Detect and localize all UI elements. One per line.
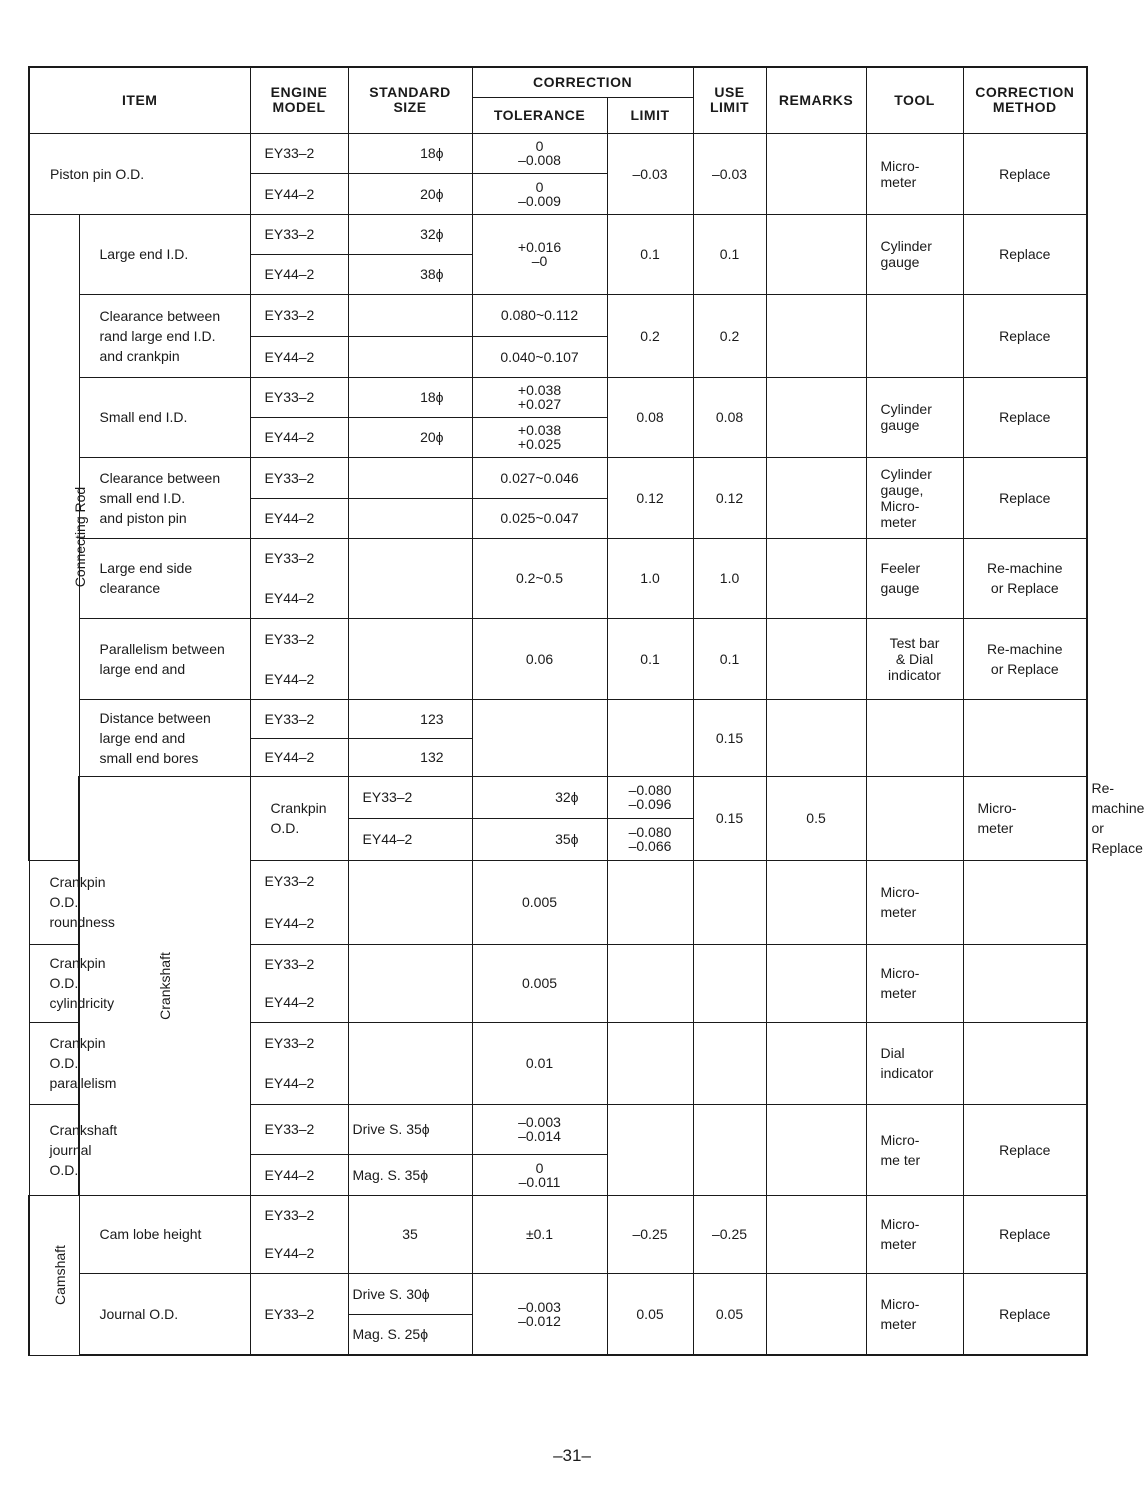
use-limit: 1.0 <box>693 538 766 618</box>
correction-method: Replace <box>963 133 1087 214</box>
correction-method: Replace <box>963 377 1087 457</box>
limit: 1.0 <box>607 538 693 618</box>
item-crankpin-cylindricity: Crankpin O.D. cylindricity <box>29 944 79 1022</box>
standard-size: Mag. S. 35ϕ <box>348 1154 472 1195</box>
standard-size <box>348 618 472 699</box>
item-clearance-large-end: Clearance between rand large end I.D. and crankpin <box>79 294 250 377</box>
engine-model-ey44: EY44–2 <box>348 818 472 860</box>
limit: –0.25 <box>607 1195 693 1273</box>
item-crankpin-parallelism: Crankpin O.D. parallelism <box>29 1022 79 1104</box>
tool: Micro- meter <box>866 1273 963 1355</box>
tolerance: 0.01 <box>472 1022 607 1104</box>
use-limit: –0.25 <box>693 1195 766 1273</box>
standard-size <box>348 294 472 336</box>
remarks <box>766 618 866 699</box>
engine-model-ey44: EY44–2 <box>250 254 348 294</box>
remarks <box>766 377 866 457</box>
limit: 0.2 <box>607 294 693 377</box>
engine-model-ey33: EY33–2 <box>250 538 348 578</box>
standard-size: Drive S. 30ϕ <box>348 1273 472 1314</box>
group-connecting-rod-label: Connecting Rod <box>72 486 89 588</box>
use-limit <box>693 1022 766 1104</box>
limit: 0.05 <box>607 1273 693 1355</box>
engine-model-ey44: EY44–2 <box>250 578 348 618</box>
limit <box>607 1022 693 1104</box>
specification-table: ITEM ENGINE MODEL STANDARD SIZE CORRECTION USE LIMIT REMARKS TOOL CORRECTION METHOD TOLERANCE LIMIT Piston pin O.D. EY33–2 18ϕ 0 –0.008 –0.03 –0.03 Micro- meter Replace EY44–2 20ϕ 0 –0.009 Connecting Rod Large end I.D. EY33–2 32ϕ +0.016 –0 0.1 0.1 Cylinder gauge Replace EY44–2 38ϕ Clearance between rand large end I.D. and crankpin EY33–2 0.080~0.112 0.2 0.2 Replace EY44–2 0.040~0.107 Small end I.D. EY33–2 18ϕ +0.038 +0.027 0.08 0.08 Cylinder gauge Replace EY44–2 20ϕ +0.038 +0.025 Clearance between small end I.D. and piston pin EY33–2 0.027~0.046 0.12 0.12 Cylinder gauge, Micro- meter Replace EY44–2 0.025~0.047 Large end side clearance EY33–2 0.2~0.5 1.0 1.0 Feeler gauge Re-machine or Replace EY44–2 Parallelism between large end and EY33–2 0.06 0.1 0.1 Test bar & Dial indicator Re-machine or Replace EY44–2 Distance between large end and small end bores EY33–2 123 0.15 EY44–2 132 Crankshaft Crankpin O.D. EY33–2 32ϕ –0.080 –0.096 0.15 0.5 Micro- meter Re-machine or Replace EY44–2 35ϕ –0.080 –0.066 Crankpin O.D. roundness EY33–2 0.005 Micro- meter EY44–2 Crankpin O.D. cylindricity EY33–2 0.005 Micro- meter EY44–2 Crankpin O.D. parallelism EY33–2 0.01 Dial indicator EY44–2 Crankshaft journal O.D. EY33–2 Drive S. 35ϕ –0.003 –0.014 Micro- me ter Replace EY44–2 Mag. S. 35ϕ 0 –0.011 Camshaft Cam lobe height EY33–2 35 ±0.1 –0.25 –0.25 Micro- meter Replace EY44–2 Journal O.D. EY33–2 Drive S. 30ϕ –0.003 –0.012 0.05 0.05 Micro- meter Replace Mag. S. 25ϕ <box>28 66 1088 1356</box>
engine-model-ey33: EY33–2 <box>250 944 348 983</box>
limit: 0.1 <box>607 618 693 699</box>
tolerance: ±0.1 <box>472 1195 607 1273</box>
engine-model-ey33: EY33–2 <box>250 457 348 498</box>
item-crankshaft-journal-od: Crankshaft journal O.D. <box>29 1104 79 1195</box>
standard-size: 32ϕ <box>348 214 472 254</box>
remarks <box>766 133 866 214</box>
item-large-end-side-clearance: Large end side clearance <box>79 538 250 618</box>
tool: Test bar & Dial indicator <box>866 618 963 699</box>
engine-model-ey33: EY33–2 <box>250 214 348 254</box>
standard-size: Mag. S. 25ϕ <box>348 1314 472 1355</box>
header-standard-size: STANDARD SIZE <box>348 67 472 133</box>
tolerance: 0.027~0.046 <box>472 457 607 498</box>
group-crankshaft-label: Crankshaft <box>156 951 173 1020</box>
limit <box>607 1104 693 1195</box>
header-tool: TOOL <box>866 67 963 133</box>
tool: Micro- meter <box>866 944 963 1022</box>
header-tolerance: TOLERANCE <box>472 97 607 133</box>
header-correction-method: CORRECTION METHOD <box>963 67 1087 133</box>
tolerance: 0.2~0.5 <box>472 538 607 618</box>
tool <box>866 699 963 776</box>
engine-model-ey44: EY44–2 <box>250 1063 348 1104</box>
header-correction: CORRECTION <box>472 67 693 97</box>
standard-size <box>348 538 472 618</box>
tool: Cylinder gauge, Micro- meter <box>866 457 963 538</box>
tolerance: 0.080~0.112 <box>472 294 607 336</box>
use-limit <box>693 1104 766 1195</box>
tolerance: 0 –0.011 <box>472 1154 607 1195</box>
group-connecting-rod <box>29 214 89 860</box>
tool: Micro- meter <box>866 1195 963 1273</box>
correction-method: Replace <box>963 1104 1087 1195</box>
correction-method <box>963 860 1087 944</box>
standard-size: 35 <box>348 1195 472 1273</box>
limit <box>607 699 693 776</box>
item-parallelism: Parallelism between large end and <box>79 618 250 699</box>
tolerance <box>472 699 607 776</box>
correction-method: Replace <box>963 214 1087 294</box>
item-piston-pin-od: Piston pin O.D. <box>29 133 250 214</box>
tool: Feeler gauge <box>866 538 963 618</box>
remarks <box>766 699 866 776</box>
tolerance: 0 –0.008 <box>472 133 607 173</box>
use-limit: 0.15 <box>693 699 766 776</box>
correction-method <box>963 699 1087 776</box>
item-large-end-id: Large end I.D. <box>79 214 250 294</box>
item-distance-bores: Distance between large end and small end bores <box>79 699 250 776</box>
engine-model-ey44: EY44–2 <box>250 659 348 699</box>
tool: Dial indicator <box>866 1022 963 1104</box>
standard-size: 132 <box>348 738 472 776</box>
item-clearance-small-end: Clearance between small end I.D. and piston pin <box>79 457 250 538</box>
engine-model-ey33: EY33–2 <box>250 1195 348 1234</box>
engine-model-ey44: EY44–2 <box>250 498 348 538</box>
engine-model-ey44: EY44–2 <box>250 336 348 377</box>
engine-model-ey33: EY33–2 <box>250 1273 348 1355</box>
use-limit <box>693 860 766 944</box>
limit: 0.08 <box>607 377 693 457</box>
standard-size <box>348 457 472 498</box>
header-engine-model: ENGINE MODEL <box>250 67 348 133</box>
tolerance: +0.016 –0 <box>472 214 607 294</box>
group-camshaft <box>29 1195 79 1355</box>
use-limit: 0.08 <box>693 377 766 457</box>
limit <box>607 860 693 944</box>
remarks <box>766 1195 866 1273</box>
tool: Cylinder gauge <box>866 377 963 457</box>
standard-size: 18ϕ <box>348 133 472 173</box>
tool: Cylinder gauge <box>866 214 963 294</box>
tolerance: –0.080 –0.066 <box>607 818 693 860</box>
tolerance: 0 –0.009 <box>472 173 607 214</box>
header-limit: LIMIT <box>607 97 693 133</box>
item-cam-lobe-height: Cam lobe height <box>79 1195 250 1273</box>
tolerance: +0.038 +0.025 <box>472 417 607 457</box>
tolerance: 0.06 <box>472 618 607 699</box>
standard-size <box>348 860 472 944</box>
header-remarks: REMARKS <box>766 67 866 133</box>
limit: –0.03 <box>607 133 693 214</box>
remarks <box>766 1273 866 1355</box>
limit: 0.1 <box>607 214 693 294</box>
standard-size: 18ϕ <box>348 377 472 417</box>
engine-model-ey33: EY33–2 <box>250 1022 348 1063</box>
standard-size <box>348 944 472 1022</box>
standard-size <box>348 498 472 538</box>
correction-method <box>963 944 1087 1022</box>
tolerance: +0.038 +0.027 <box>472 377 607 417</box>
correction-method: Replace <box>963 294 1087 377</box>
correction-method: Replace <box>963 1195 1087 1273</box>
tolerance: 0.005 <box>472 944 607 1022</box>
item-camshaft-journal-od: Journal O.D. <box>79 1273 250 1355</box>
remarks <box>766 214 866 294</box>
correction-method <box>963 1022 1087 1104</box>
item-small-end-id: Small end I.D. <box>79 377 250 457</box>
remarks <box>866 776 963 860</box>
remarks <box>766 860 866 944</box>
header-use-limit: USE LIMIT <box>693 67 766 133</box>
item-crankpin-od: Crankpin O.D. <box>250 776 348 860</box>
engine-model-ey33: EY33–2 <box>250 860 348 902</box>
correction-method: Replace <box>963 1273 1087 1355</box>
remarks <box>766 1104 866 1195</box>
engine-model-ey44: EY44–2 <box>250 1154 348 1195</box>
remarks <box>766 944 866 1022</box>
tool <box>866 294 963 377</box>
correction-method: Re-machine or Replace <box>963 538 1087 618</box>
tool: Micro- meter <box>963 776 1087 860</box>
tolerance: –0.003 –0.012 <box>472 1273 607 1355</box>
page-number: –31– <box>553 1446 591 1465</box>
group-camshaft-label: Camshaft <box>51 1245 68 1305</box>
remarks <box>766 538 866 618</box>
tolerance: –0.003 –0.014 <box>472 1104 607 1154</box>
engine-model-ey33: EY33–2 <box>250 377 348 417</box>
engine-model-ey33: EY33–2 <box>250 1104 348 1154</box>
engine-model-ey33: EY33–2 <box>250 618 348 659</box>
limit: 0.15 <box>693 776 766 860</box>
use-limit: 0.1 <box>693 214 766 294</box>
correction-method: Re-machine or Replace <box>963 618 1087 699</box>
limit: 0.12 <box>607 457 693 538</box>
correction-method: Replace <box>963 457 1087 538</box>
standard-size: 35ϕ <box>472 818 607 860</box>
tolerance: –0.080 –0.096 <box>607 776 693 818</box>
standard-size: 38ϕ <box>348 254 472 294</box>
header-item: ITEM <box>29 67 250 133</box>
use-limit: –0.03 <box>693 133 766 214</box>
tool: Micro- meter <box>866 133 963 214</box>
engine-model-ey33: EY33–2 <box>250 699 348 738</box>
use-limit: 0.05 <box>693 1273 766 1355</box>
standard-size <box>348 1022 472 1104</box>
standard-size: 32ϕ <box>472 776 607 818</box>
item-crankpin-roundness: Crankpin O.D. roundness <box>29 860 79 944</box>
engine-model-ey44: EY44–2 <box>250 738 348 776</box>
use-limit: 0.5 <box>766 776 866 860</box>
limit <box>607 944 693 1022</box>
standard-size: 20ϕ <box>348 417 472 457</box>
use-limit: 0.1 <box>693 618 766 699</box>
tool: Micro- meter <box>866 860 963 944</box>
engine-model-ey44: EY44–2 <box>250 902 348 944</box>
engine-model-ey44: EY44–2 <box>250 983 348 1022</box>
standard-size <box>348 336 472 377</box>
engine-model-ey44: EY44–2 <box>250 417 348 457</box>
standard-size: 20ϕ <box>348 173 472 214</box>
tolerance: 0.040~0.107 <box>472 336 607 377</box>
engine-model-ey33: EY33–2 <box>250 294 348 336</box>
remarks <box>766 1022 866 1104</box>
standard-size: Drive S. 35ϕ <box>348 1104 472 1154</box>
use-limit <box>693 944 766 1022</box>
use-limit: 0.12 <box>693 457 766 538</box>
engine-model-ey44: EY44–2 <box>250 173 348 214</box>
tool: Micro- me ter <box>866 1104 963 1195</box>
remarks <box>766 457 866 538</box>
use-limit: 0.2 <box>693 294 766 377</box>
tolerance: 0.005 <box>472 860 607 944</box>
engine-model-ey33: EY33–2 <box>250 133 348 173</box>
remarks <box>766 294 866 377</box>
standard-size: 123 <box>348 699 472 738</box>
engine-model-ey44: EY44–2 <box>250 1234 348 1273</box>
tolerance: 0.025~0.047 <box>472 498 607 538</box>
engine-model-ey33: EY33–2 <box>348 776 472 818</box>
